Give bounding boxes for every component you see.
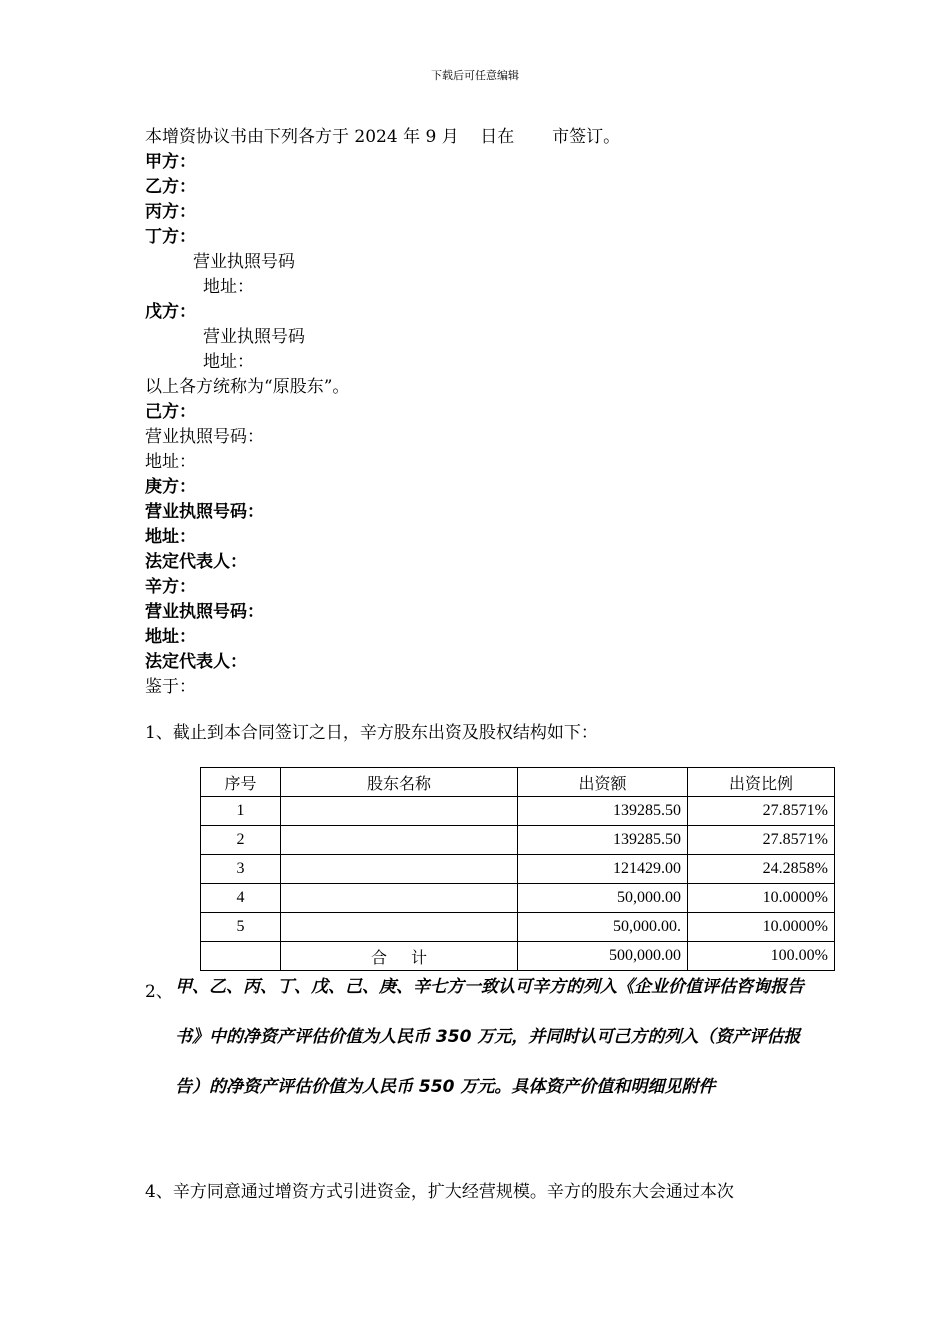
- geng-representative: 法定代表人：: [145, 552, 247, 572]
- party-xin: 辛方：: [145, 577, 196, 597]
- party-wu: 戊方：: [145, 302, 196, 322]
- equity-table: [200, 767, 835, 971]
- cell-shareholder: [281, 855, 518, 884]
- cell-ratio: 27.8571%: [688, 826, 835, 855]
- intro-line: 本增资协议书由下列各方于 2024 年 9 月 日在 市签订。: [145, 127, 621, 147]
- clause-2-text: 甲、乙、丙、丁、戊、己、庚、辛七方一致认可辛方的列入《企业价值评估咨询报告书》中的净资产评估价值为人民币 350 万元，并同时认可己方的列入（资产评估报告）的净资产评估价值为人民币 550 万元。具体资产价值和明细见附件: [175, 977, 804, 1097]
- clause-2-number: 2、: [145, 982, 173, 1002]
- page-header: 下载后可任意编辑: [431, 69, 519, 82]
- table-row: [201, 913, 835, 942]
- xin-license: 营业执照号码：: [145, 602, 264, 622]
- cell-index: 1: [201, 797, 281, 826]
- cell-index: 2: [201, 826, 281, 855]
- ding-address: 地址：: [203, 277, 254, 297]
- total-capital: 500,000.00: [518, 942, 688, 971]
- cell-ratio: 24.2858%: [688, 855, 835, 884]
- cell-ratio: 10.0000%: [688, 913, 835, 942]
- cell-index: 4: [201, 884, 281, 913]
- geng-address: 地址：: [145, 527, 196, 547]
- header-ratio: 出资比例: [688, 768, 835, 797]
- header-index: 序号: [201, 768, 281, 797]
- cell-capital: 139285.50: [518, 797, 688, 826]
- table-row: [201, 797, 835, 826]
- table-header-row: [201, 768, 835, 797]
- party-jia: 甲方：: [145, 152, 196, 172]
- whereas-label: 鉴于：: [145, 677, 196, 697]
- cell-ratio: 27.8571%: [688, 797, 835, 826]
- cell-shareholder: [281, 913, 518, 942]
- clause-1: 1、截止到本合同签订之日，辛方股东出资及股权结构如下：: [145, 723, 598, 743]
- ji-address: 地址：: [145, 452, 196, 472]
- cell-capital: 121429.00: [518, 855, 688, 884]
- cell-capital: 50,000.00: [518, 884, 688, 913]
- wu-address: 地址：: [203, 352, 254, 372]
- clause-4: 4、辛方同意通过增资方式引进资金，扩大经营规模。辛方的股东大会通过本次: [145, 1182, 734, 1202]
- ding-license: 营业执照号码: [193, 252, 295, 272]
- total-label: 合 计: [281, 942, 518, 971]
- party-ding: 丁方：: [145, 227, 196, 247]
- party-ji: 己方：: [145, 402, 196, 422]
- total-ratio: 100.00%: [688, 942, 835, 971]
- table-row: [201, 826, 835, 855]
- table-row: [201, 855, 835, 884]
- ji-license: 营业执照号码：: [145, 427, 264, 447]
- geng-license: 营业执照号码：: [145, 502, 264, 522]
- header-shareholder: 股东名称: [281, 768, 518, 797]
- cell-index: 3: [201, 855, 281, 884]
- cell-shareholder: [281, 884, 518, 913]
- cell-shareholder: [281, 826, 518, 855]
- party-yi: 乙方：: [145, 177, 196, 197]
- cell-shareholder: [281, 797, 518, 826]
- cell-capital: 139285.50: [518, 826, 688, 855]
- table-row: [201, 884, 835, 913]
- cell-ratio: 10.0000%: [688, 884, 835, 913]
- original-shareholders-note: 以上各方统称为“原股东”。: [145, 377, 350, 397]
- cell-capital: 50,000.00.: [518, 913, 688, 942]
- party-geng: 庚方：: [145, 477, 196, 497]
- xin-representative: 法定代表人：: [145, 652, 247, 672]
- party-bing: 丙方：: [145, 202, 196, 222]
- xin-address: 地址：: [145, 627, 196, 647]
- wu-license: 营业执照号码: [203, 327, 305, 347]
- header-capital: 出资额: [518, 768, 688, 797]
- cell-index: 5: [201, 913, 281, 942]
